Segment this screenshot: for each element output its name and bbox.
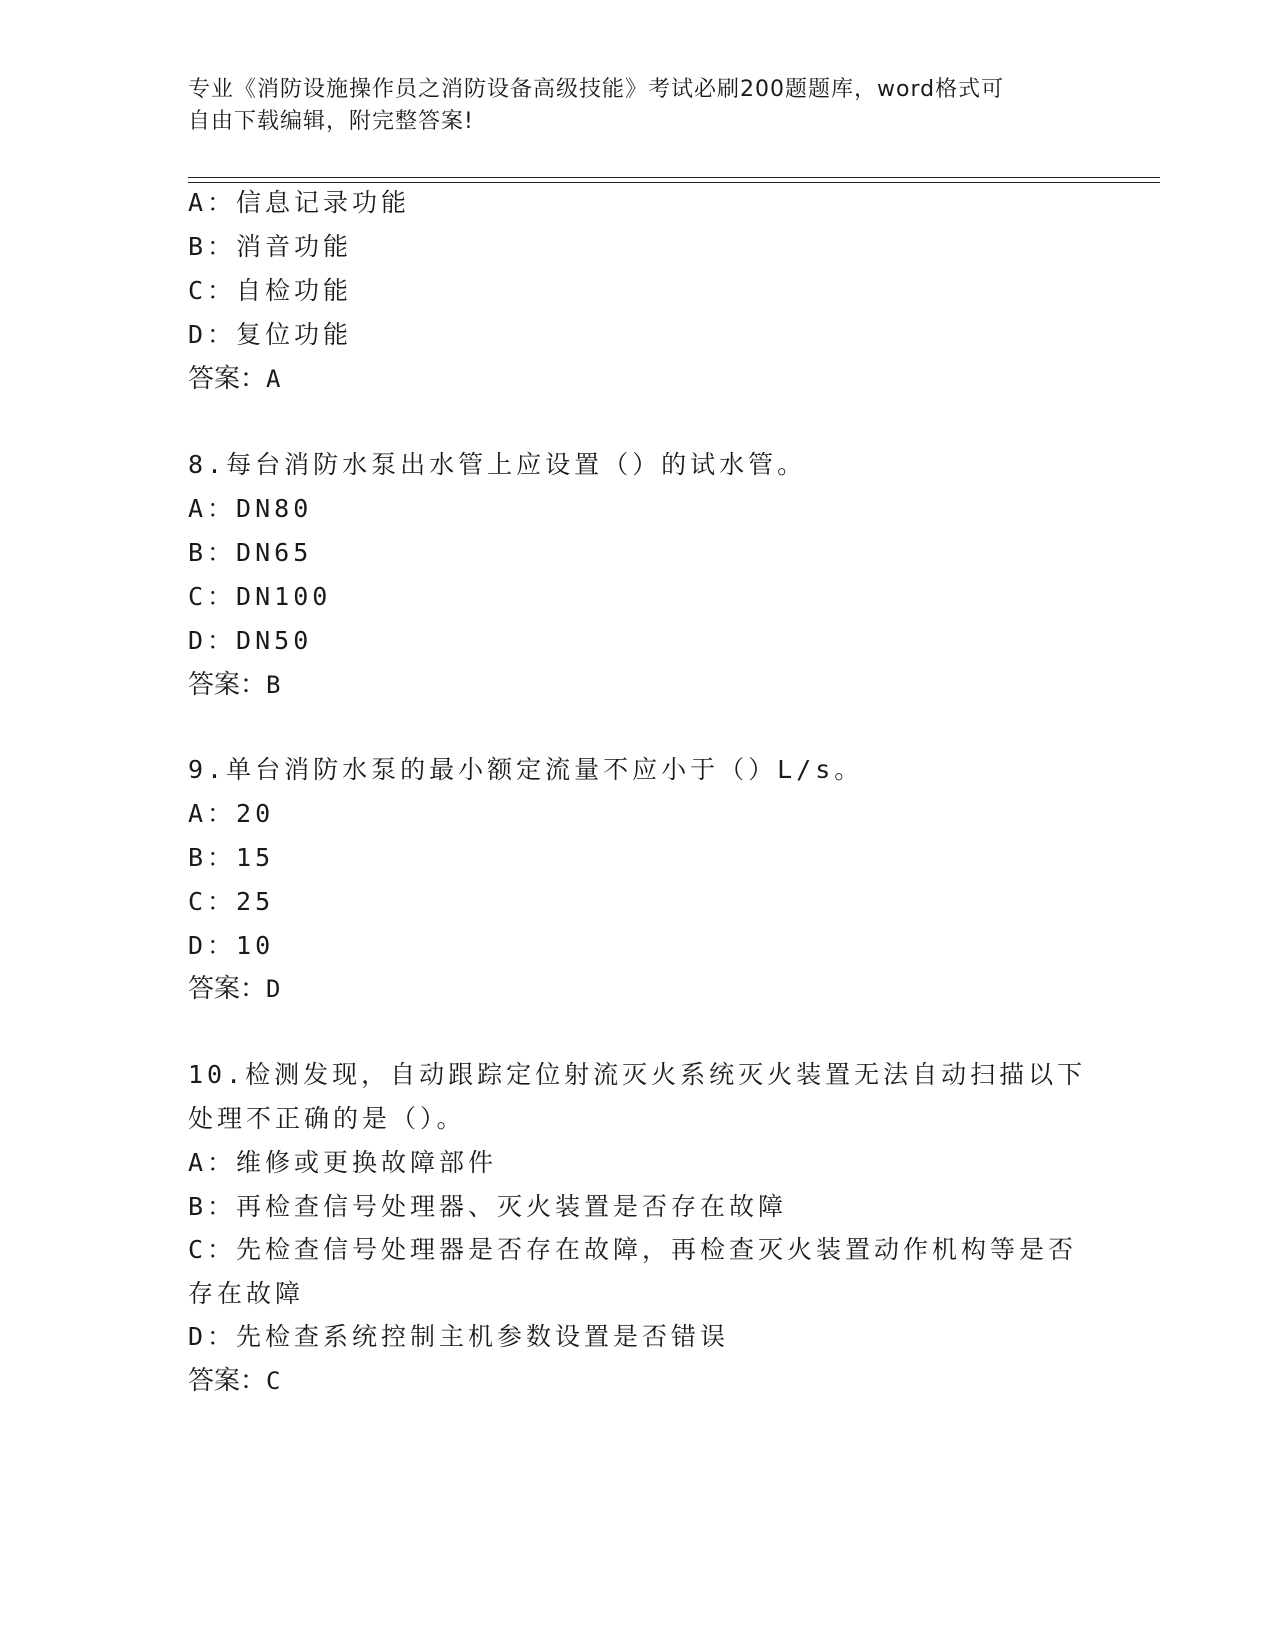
q7-option-c: C：自检功能 [188,276,353,305]
q10-option-a: A：维修或更换故障部件 [188,1148,498,1177]
q10-option-c-line-1: C：先检查信号处理器是否存在故障，再检查灭火装置动作机构等是否 [188,1235,1078,1264]
q10-answer-label: 答案： [188,1366,267,1396]
q9-option-b: B：15 [188,843,275,872]
q7-answer-label: 答案： [188,364,267,394]
q9-option-d: D：10 [188,931,275,960]
header-line-1: 专业《消防设施操作员之消防设备高级技能》考试必刷200题题库，word格式可 [188,77,1005,102]
q10-option-b: B：再检查信号处理器、灭火装置是否存在故障 [188,1192,788,1221]
q7-answer-value: A [266,365,281,393]
q9-answer-value: D [266,975,281,1003]
q8-answer-value: B [266,671,281,699]
q8-question: 8.每台消防水泵出水管上应设置（）的试水管。 [188,450,807,479]
q10-question-line-1: 10.检测发现，自动跟踪定位射流灭火系统灭火装置无法自动扫描以下 [188,1060,1087,1089]
q9-option-c: C：25 [188,887,275,916]
document-header [188,74,1068,138]
q9-question: 9.单台消防水泵的最小额定流量不应小于（）L/s。 [188,755,864,784]
q10-answer [188,1364,280,1398]
q8-option-c: C：DN100 [188,582,332,611]
q9-answer [188,972,280,1006]
q7-answer [188,362,280,396]
q10-answer-value: C [266,1367,281,1395]
q8-option-b: B：DN65 [188,538,313,567]
q7-option-a: A：信息记录功能 [188,188,411,217]
q7-option-b: B：消音功能 [188,232,353,261]
q9-answer-label: 答案： [188,974,267,1004]
q10-question-line-2: 处理不正确的是（）。 [188,1104,466,1133]
q10-option-d: D：先检查系统控制主机参数设置是否错误 [188,1322,730,1351]
q7-option-d: D：复位功能 [188,320,353,349]
q8-option-d: D：DN50 [188,626,313,655]
q8-answer-label: 答案： [188,670,267,700]
header-line-2: 自由下载编辑，附完整答案! [188,109,474,134]
header-divider-top [188,177,1160,178]
q9-option-a: A：20 [188,799,275,828]
header-divider-bottom [188,182,1160,183]
q8-answer [188,668,280,702]
q8-option-a: A：DN80 [188,494,313,523]
q10-option-c-line-2: 存在故障 [188,1279,305,1308]
